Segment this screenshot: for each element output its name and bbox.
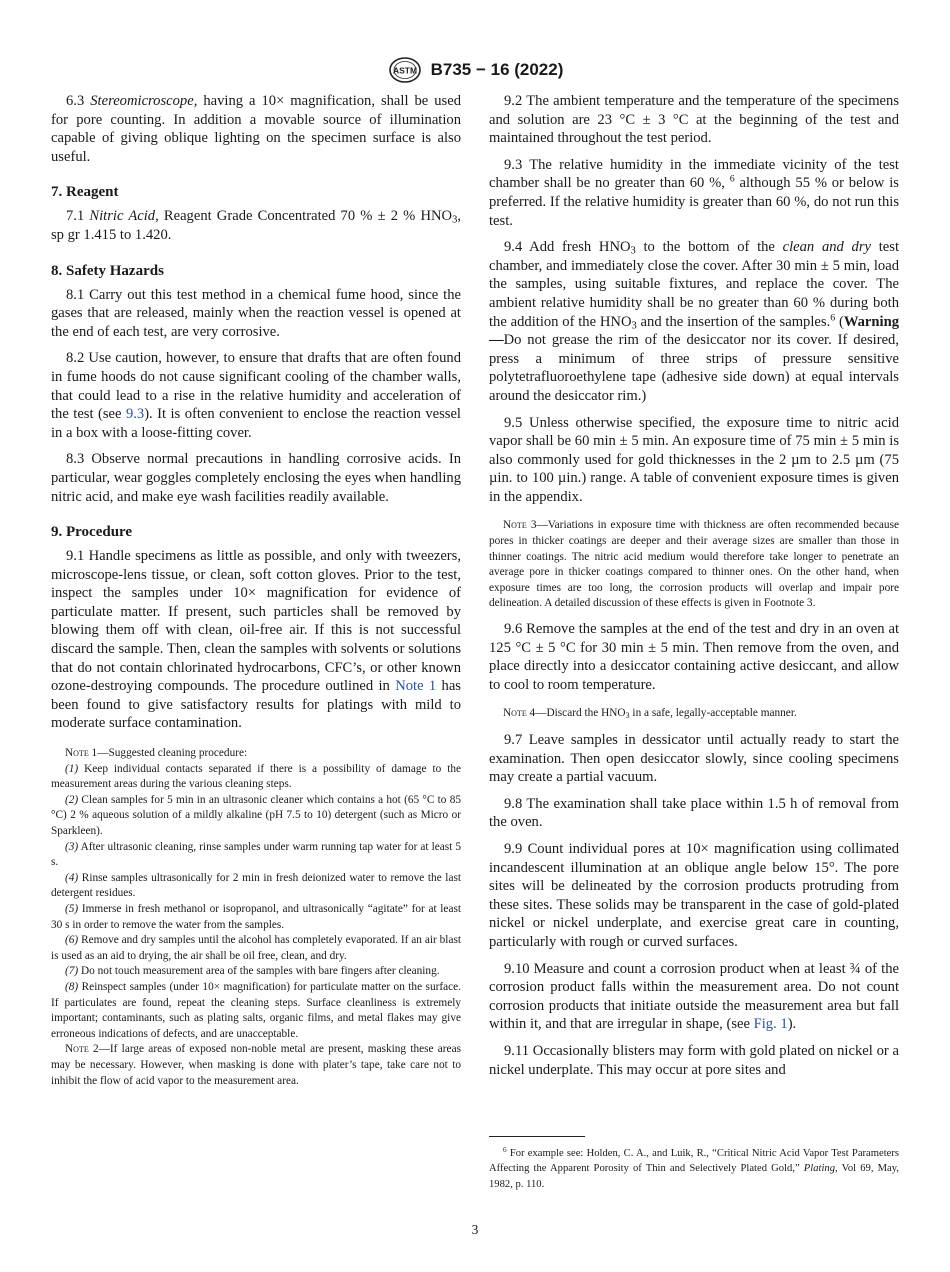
note-3: Note 3—Variations in exposure time with thickness are often recommended because pores in thicker coatings are deeper and their average sizes are smaller than those in thinner coatings. The nitric acid medium would therefore take longer to penetrate an average pore in thicker coatings compared to thinner ones. On the other hand, when exposure times are too long, the corrosion products will overlap and impair pore delineation. A detailed discussion of these effects is given in Footnote 3.: [489, 519, 899, 610]
note-1: [51, 746, 461, 1089]
link-note-1[interactable]: Note 1: [395, 678, 437, 695]
document-id: B735 − 16 (2022): [430, 60, 564, 79]
clause-9-6: 9.6 Remove the samples at the end of the test and dry in an oven at 125 °C ± 5 °C for 30 min ± 5 min. Then remove from the oven, and place directly into a desiccator containing active desiccant, and allow to cool to room temperature.: [489, 621, 899, 693]
section-7-heading: 7. Reagent: [51, 184, 119, 201]
left-column: [51, 92, 461, 1097]
clause-6-3: 6.3 Stereomicroscope, having a 10× magnification, shall be used for pore counting. In addition a movable source of illumination capable of giving oblique lighting on the specimen surface is also useful.: [51, 93, 461, 165]
note-1-intro: Note 1—Suggested cleaning procedure:: [65, 747, 248, 760]
clause-9-11: 9.11 Occasionally blisters may form with gold plated on nickel or a nickel underplate. This may occur at pore sites and: [489, 1042, 899, 1078]
clause-8-2: 8.2 Use caution, however, to ensure that drafts that are often found in fume hoods do not cause significant cooling of the chamber walls, that could lead to a rise in the relative humidity and acceleration of the test (see 9.3). It is often convenient to enclose the reaction vessel in a box with a loose-fitting cover.: [51, 350, 461, 441]
note-1-step: (2) Clean samples for 5 min in an ultrasonic cleaner which contains a hot (65 °C to 85 °C) 2 % aqueous solution of a mildly alkaline (pH 7.5 to 10) detergent (such as Micro or Sparkleen).: [51, 793, 461, 837]
note-2: Note 2—If large areas of exposed non-noble metal are present, masking these areas may be necessary. However, when masking is done with plater’s tape, take care not to inhibit the flow of acid vapor to the measurement area.: [51, 1043, 461, 1087]
note-1-step: (5) Immerse in fresh methanol or isopropanol, and ultrasonically “agitate” for at least 30 s in order to remove the water from the samples.: [51, 902, 461, 931]
footnote-ref: 6: [729, 173, 735, 185]
note-1-step: (3) After ultrasonic cleaning, rinse samples under warm running tap water for at least 5 s.: [51, 840, 461, 869]
link-9-3[interactable]: 9.3: [125, 406, 145, 423]
clause-9-10: 9.10 Measure and count a corrosion product when at least ¾ of the corrosion product falls within the measurement area. Do not count corrosion products that initiate outside the measurement area but fall within it, and that are irregular in shape, (see Fig. 1).: [489, 960, 899, 1033]
right-column: [489, 92, 899, 1087]
note-1-step: (8) Reinspect samples (under 10× magnification) for particulate matter on the surface. If particulates are found, repeat the cleaning steps. Surface cleanliness is extremely important; contaminants, such as plating salts, organic films, and metal flakes may give erroneous indications of defects, and are unacceptable.: [51, 980, 461, 1040]
clause-9-9: 9.9 Count individual pores at 10× magnification using collimated incandescent illumination at an oblique angle below 15°. The pore sites will be delineated by the corrosion products protruding from these sites. These solids may be transparent in the case of gold-plated nickel or nickel underplate, and exercise great care in counting, particularly with rough or curved surfaces.: [489, 840, 899, 950]
note-4: Note 4—Discard the $HNO_3$ in a safe, legally-acceptable manner.: [503, 707, 797, 721]
section-8-heading: 8. Safety Hazards: [51, 262, 164, 279]
clause-9-3: 9.3 The relative humidity in the immediate vicinity of the test chamber shall be no greater than 60 %, $^6$ although 55 % or below is preferred. If the relative humidity is greater than 60 %, do not run this test.: [489, 156, 899, 229]
link-fig-1[interactable]: Fig. 1: [753, 1016, 788, 1033]
footnote-rule: [489, 1136, 585, 1137]
clause-9-8: 9.8 The examination shall take place within 1.5 h of removal from the oven.: [489, 795, 899, 831]
clause-7-1: 7.1 Nitric Acid, Reagent Grade Concentrated 70 % ± 2 % $HNO_3$, sp gr 1.415 to 1.420.: [51, 208, 461, 243]
note-1-step: (4) Rinse samples ultrasonically for 2 min in fresh deionized water to remove the last detergent residues.: [51, 871, 461, 900]
document-header: [0, 55, 950, 85]
note-1-step: (6) Remove and dry samples until the alcohol has completely evaporated. If an air blast is used as an aid to drying, the air shall be oil free, clean, and dry.: [51, 934, 461, 962]
clause-9-2: 9.2 The ambient temperature and the temperature of the specimens and solution are 23 °C ± 3 °C at the beginning of the test and maintained throughout the test period.: [489, 93, 899, 147]
astm-logo: [387, 56, 423, 84]
clause-8-1: 8.1 Carry out this test method in a chemical fume hood, since the gases that are released, mainly when the reaction vessel is opened at the end of each test, are very corrosive.: [51, 286, 461, 340]
page-number: 3: [471, 1222, 479, 1237]
clause-9-5: 9.5 Unless otherwise specified, the exposure time to nitric acid vapor shall be 60 min ± 5 min. An exposure time of 75 min ± 5 min is also commonly used for gold thicknesses in the 2 µm to 2.5 µm (75 µin. to 100 µin.) range. A table of convenient exposure times is given in the appendix.: [489, 414, 899, 505]
footnote-6: $^6$ For example see: Holden, C. A., and Luik, R., “Critical Nitric Acid Vapor Test Parameters Affecting the Apparent Porosity of Thin and Selectively Plated Gold,” Plating, Vol 69, May, 1982, p. 110.: [489, 1146, 899, 1190]
svg-text:ASTM: ASTM: [392, 65, 417, 76]
note-1-step: (1) Keep individual contacts separated if there is a possibility of damage to the measurement areas during the various cleaning steps.: [51, 762, 461, 791]
clause-8-3: 8.3 Observe normal precautions in handling corrosive acids. In particular, wear goggles completely enclosing the eyes when handling nitric acid, and make eye wash facilities readily available.: [51, 451, 461, 505]
clause-9-1: 9.1 Handle specimens as little as possible, and only with tweezers, microscope-lens tissue, or clean, soft cotton gloves. Prior to the test, inspect the samples under 10× magnification for evidence of particulate matter. If present, such particles shall be removed by blowing them off with clean, oil-free air. If this is not successful discard the sample. Then, clean the samples with solvents or solutions that do not contain chlorinated hydrocarbons, CFC’s, or other known ozone-destroying compounds. The procedure outlined in Note 1 has been found to give satisfactory results for platings with mild to moderate surface contamination.: [51, 548, 461, 732]
clause-9-7: 9.7 Leave samples in dessicator until actually ready to start the examination. Then open desiccator slowly, since cooling specimens may create a partial vacuum.: [489, 732, 899, 786]
section-9-heading: 9. Procedure: [51, 524, 133, 541]
footnote-ref: 6: [830, 312, 836, 324]
note-1-step: (7) Do not touch measurement area of the samples with bare fingers after cleaning.: [65, 965, 440, 978]
clause-9-4: 9.4 Add fresh $HNO_3$ to the bottom of the clean and dry test chamber, and immediately close the cover. After 30 min ± 5 min, load the samples, using suitable fixtures, and replace the cover. The ambient relative humidity shall be no greater than 60 % during both the addition of the $HNO_3$ and the insertion of the samples.$^6$ (Warning—Do not grease the rim of the desiccator nor its cover. If desired, press a minimum of three strips of pressure sensitive polytetrafluoroethylene tape (adhesive side down) at equal intervals around the desiccator rim.): [489, 239, 900, 404]
